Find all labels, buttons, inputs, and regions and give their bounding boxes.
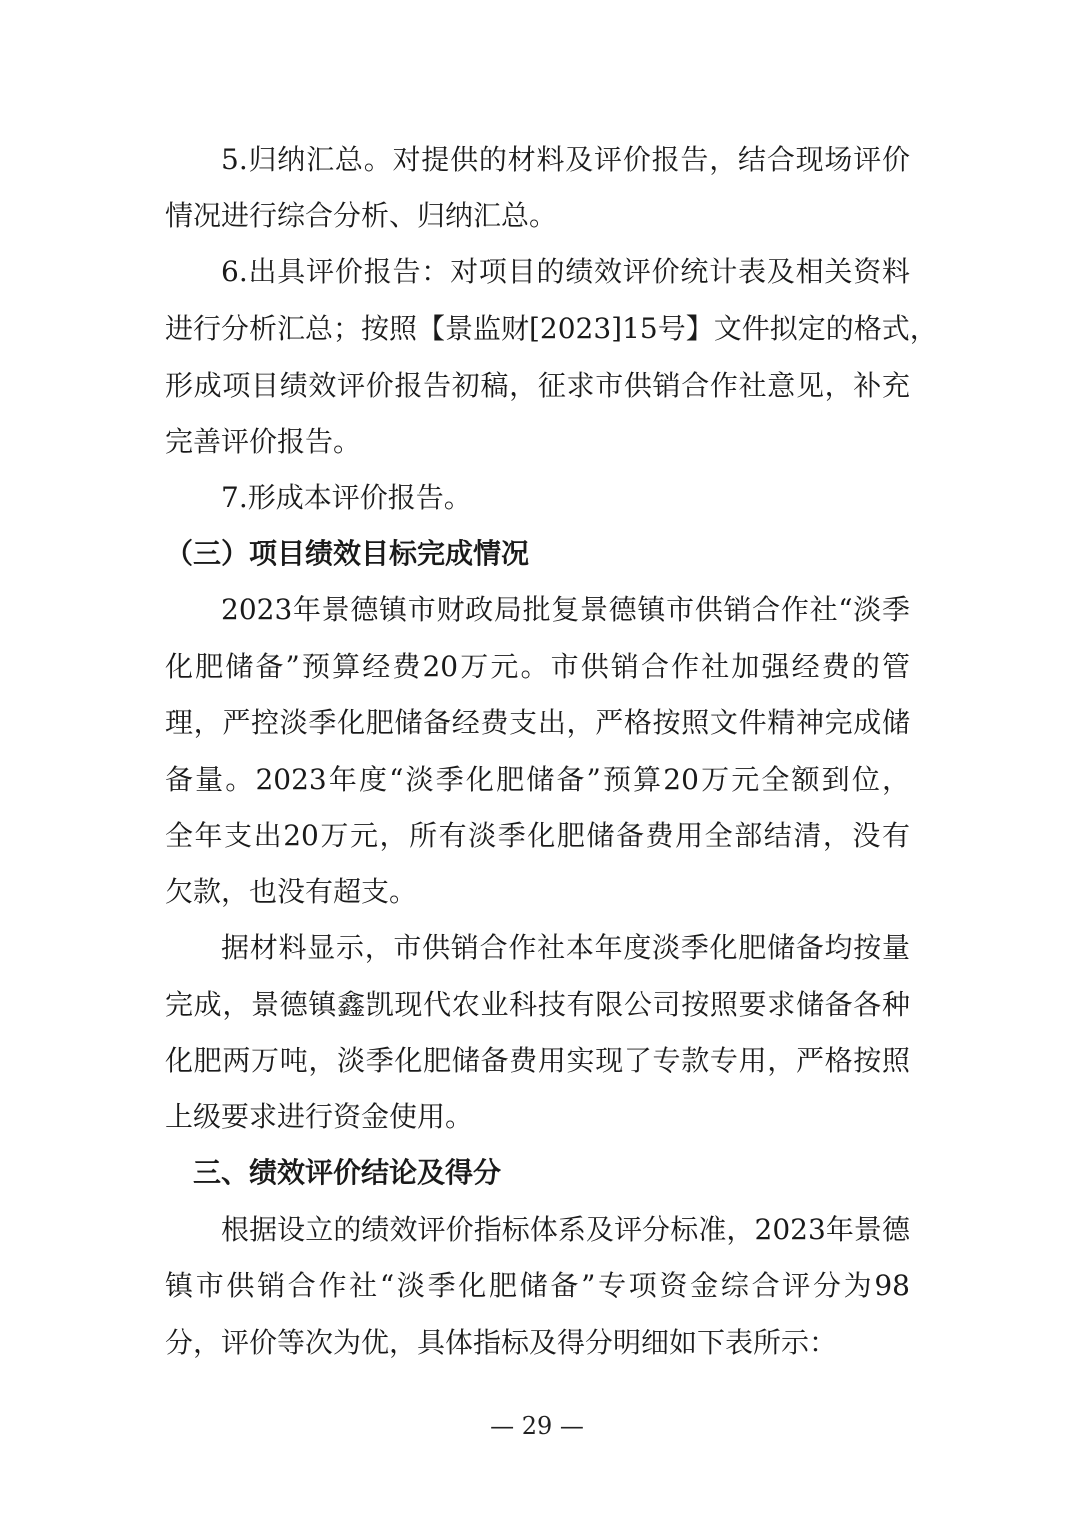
page-number: — 29 — [490,1412,584,1440]
paragraph-line: 镇市供销合作社“淡季化肥储备”专项资金综合评分为98 [165,1269,910,1302]
paragraph-line: 进行分析汇总；按照【景监财[2023]15号】文件拟定的格式， [165,312,938,345]
paragraph-line: 上级要求进行资金使用。 [165,1100,474,1133]
paragraph-line: 理，严控淡季化肥储备经费支出，严格按照文件精神完成储 [165,706,910,739]
paragraph-line: 据材料显示，市供销合作社本年度淡季化肥储备均按量 [221,931,910,964]
paragraph-line: 分，评价等次为优，具体指标及得分明细如下表所示： [165,1326,838,1359]
paragraph-line: 化肥两万吨，淡季化肥储备费用实现了专款专用，严格按照 [165,1044,910,1077]
paragraph-line: 7.形成本评价报告。 [221,481,472,514]
paragraph-line: 全年支出20万元，所有淡季化肥储备费用全部结清，没有 [165,819,910,852]
paragraph-line: 欠款，也没有超支。 [165,875,418,908]
paragraph-line: 形成项目绩效评价报告初稿，征求市供销合作社意见，补充 [165,369,910,402]
paragraph-line: 完善评价报告。 [165,425,362,458]
paragraph-line: 化肥储备”预算经费20万元。市供销合作社加强经费的管 [165,650,910,683]
section-heading: （三）项目绩效目标完成情况 [165,537,530,570]
paragraph-line: 完成，景德镇鑫凯现代农业科技有限公司按照要求储备各种 [165,988,910,1021]
section-heading: 三、绩效评价结论及得分 [193,1156,502,1189]
paragraph-line: 情况进行综合分析、归纳汇总。 [165,199,558,232]
paragraph-line: 2023年景德镇市财政局批复景德镇市供销合作社“淡季 [221,593,910,626]
paragraph-line: 根据设立的绩效评价指标体系及评分标准，2023年景德 [221,1213,910,1246]
paragraph-line: 6.出具评价报告：对项目的绩效评价统计表及相关资料 [221,255,910,288]
paragraph-line: 5.归纳汇总。对提供的材料及评价报告，结合现场评价 [221,143,910,176]
paragraph-line: 备量。2023年度“淡季化肥储备”预算20万元全额到位， [165,763,910,796]
